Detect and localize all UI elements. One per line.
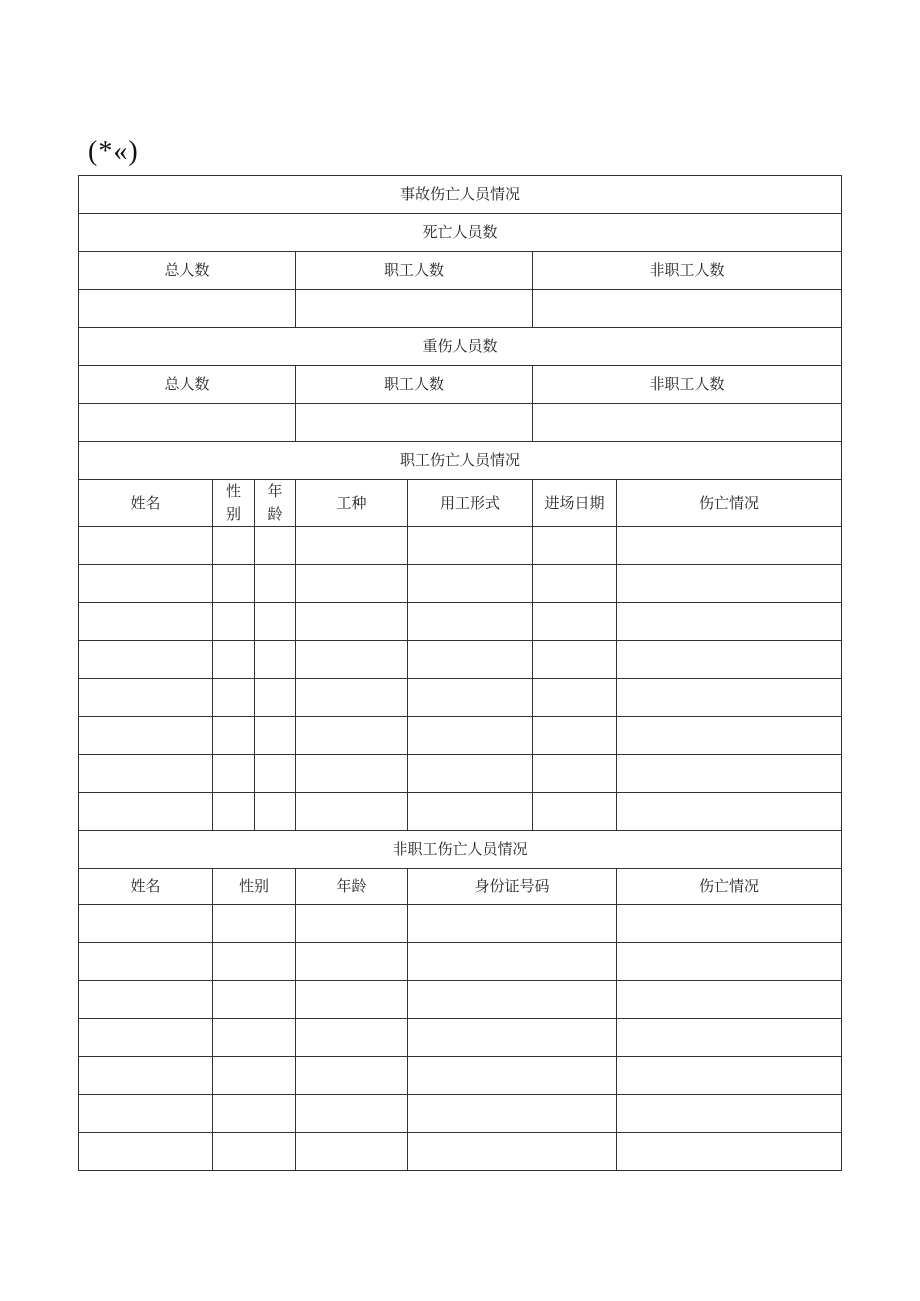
staff-cell[interactable] [408,755,533,793]
nonstaff-cell[interactable] [617,905,842,943]
staff-age-header-char-1: 年 [267,482,283,500]
staff-cell[interactable] [213,755,255,793]
nonstaff-gender-header: 性别 [213,869,296,905]
staff-cell[interactable] [79,679,213,717]
staff-row [79,717,842,755]
death-nonstaff-cell[interactable] [533,290,842,328]
staff-cell[interactable] [296,793,408,831]
nonstaff-row [79,943,842,981]
staff-cell[interactable] [255,527,296,565]
header-mark: (*«) [88,136,139,167]
staff-row [79,565,842,603]
staff-cell[interactable] [213,679,255,717]
staff-cell[interactable] [255,641,296,679]
nonstaff-row [79,981,842,1019]
nonstaff-row [79,1057,842,1095]
staff-cell[interactable] [255,679,296,717]
nonstaff-cell[interactable] [213,1057,296,1095]
staff-cell[interactable] [255,793,296,831]
nonstaff-cell[interactable] [617,1095,842,1133]
staff-row [79,527,842,565]
staff-cell[interactable] [255,603,296,641]
death-total-header: 总人数 [79,252,296,290]
nonstaff-cell[interactable] [296,943,408,981]
death-total-cell[interactable] [79,290,296,328]
nonstaff-cell[interactable] [79,905,213,943]
death-nonstaff-header: 非职工人数 [533,252,842,290]
staff-cell[interactable] [617,717,842,755]
staff-cell[interactable] [213,793,255,831]
nonstaff-cell[interactable] [408,1019,617,1057]
nonstaff-cell[interactable] [408,943,617,981]
staff-name-header: 姓名 [79,480,213,527]
nonstaff-cell[interactable] [213,1133,296,1171]
staff-cell[interactable] [296,603,408,641]
staff-gender-header-char-2: 别 [225,505,241,523]
death-section-title: 死亡人员数 [79,214,842,252]
staff-cell[interactable] [533,679,617,717]
injury-total-cell[interactable] [79,404,296,442]
staff-cell[interactable] [296,565,408,603]
staff-entry-date-header: 进场日期 [533,480,617,527]
nonstaff-casualty-header: 伤亡情况 [617,869,842,905]
staff-cell[interactable] [533,527,617,565]
casualty-form-table [78,175,842,1171]
nonstaff-cell[interactable] [617,943,842,981]
staff-cell[interactable] [617,755,842,793]
nonstaff-cell[interactable] [296,1057,408,1095]
nonstaff-row [79,1019,842,1057]
staff-cell[interactable] [296,641,408,679]
staff-cell[interactable] [213,527,255,565]
staff-row [79,793,842,831]
staff-cell[interactable] [408,603,533,641]
staff-row [79,755,842,793]
staff-cell[interactable] [255,565,296,603]
nonstaff-cell[interactable] [213,905,296,943]
nonstaff-cell[interactable] [408,1057,617,1095]
staff-cell[interactable] [408,641,533,679]
nonstaff-cell[interactable] [296,905,408,943]
staff-cell[interactable] [79,793,213,831]
nonstaff-cell[interactable] [79,1019,213,1057]
nonstaff-cell[interactable] [79,943,213,981]
nonstaff-cell[interactable] [79,981,213,1019]
staff-cell[interactable] [79,755,213,793]
staff-cell[interactable] [79,565,213,603]
staff-cell[interactable] [617,565,842,603]
nonstaff-cell[interactable] [296,1019,408,1057]
nonstaff-age-header: 年龄 [296,869,408,905]
nonstaff-cell[interactable] [408,981,617,1019]
staff-cell[interactable] [79,527,213,565]
nonstaff-row [79,1133,842,1171]
staff-gender-header-char-1: 性 [225,482,241,500]
death-staff-cell[interactable] [296,290,533,328]
nonstaff-cell[interactable] [79,1057,213,1095]
nonstaff-name-header: 姓名 [79,869,213,905]
staff-cell[interactable] [408,527,533,565]
staff-cell[interactable] [296,717,408,755]
staff-gender-header [213,480,255,527]
staff-cell[interactable] [408,793,533,831]
nonstaff-cell[interactable] [617,1057,842,1095]
staff-cell[interactable] [617,527,842,565]
staff-cell[interactable] [408,679,533,717]
staff-row [79,603,842,641]
nonstaff-cell[interactable] [296,1095,408,1133]
nonstaff-id-header: 身份证号码 [408,869,617,905]
nonstaff-cell[interactable] [213,1019,296,1057]
nonstaff-cell[interactable] [213,981,296,1019]
staff-cell[interactable] [533,603,617,641]
main-title: 事故伤亡人员情况 [79,176,842,214]
staff-cell[interactable] [617,679,842,717]
staff-cell[interactable] [296,755,408,793]
staff-cell[interactable] [255,717,296,755]
nonstaff-cell[interactable] [296,981,408,1019]
staff-cell[interactable] [213,603,255,641]
nonstaff-cell[interactable] [296,1133,408,1171]
nonstaff-cell[interactable] [408,1095,617,1133]
death-staff-header: 职工人数 [296,252,533,290]
staff-section-title: 职工伤亡人员情况 [79,442,842,480]
staff-cell[interactable] [79,603,213,641]
injury-section-title: 重伤人员数 [79,328,842,366]
staff-age-header-char-2: 龄 [267,505,283,523]
injury-staff-header: 职工人数 [296,366,533,404]
staff-cell[interactable] [533,793,617,831]
staff-employment-header: 用工形式 [408,480,533,527]
nonstaff-cell[interactable] [213,943,296,981]
staff-cell[interactable] [213,641,255,679]
nonstaff-cell[interactable] [617,1019,842,1057]
staff-job-header: 工种 [296,480,408,527]
staff-cell[interactable] [79,641,213,679]
nonstaff-cell[interactable] [408,1133,617,1171]
staff-cell[interactable] [533,717,617,755]
staff-cell[interactable] [617,793,842,831]
nonstaff-section-title: 非职工伤亡人员情况 [79,831,842,869]
staff-cell[interactable] [533,565,617,603]
injury-staff-cell[interactable] [296,404,533,442]
staff-cell[interactable] [213,717,255,755]
injury-nonstaff-header: 非职工人数 [533,366,842,404]
nonstaff-row [79,1095,842,1133]
staff-cell[interactable] [408,565,533,603]
staff-cell[interactable] [408,717,533,755]
staff-cell[interactable] [533,755,617,793]
nonstaff-cell[interactable] [617,1133,842,1171]
nonstaff-cell[interactable] [213,1095,296,1133]
nonstaff-cell[interactable] [617,981,842,1019]
staff-cell[interactable] [617,603,842,641]
staff-cell[interactable] [255,755,296,793]
nonstaff-cell[interactable] [79,1133,213,1171]
staff-cell[interactable] [213,565,255,603]
nonstaff-cell[interactable] [79,1095,213,1133]
nonstaff-row [79,905,842,943]
staff-cell[interactable] [617,641,842,679]
injury-nonstaff-cell[interactable] [533,404,842,442]
staff-row [79,641,842,679]
staff-age-header [255,480,296,527]
staff-cell[interactable] [533,641,617,679]
staff-row [79,679,842,717]
staff-casualty-header: 伤亡情况 [617,480,842,527]
staff-cell[interactable] [79,717,213,755]
staff-cell[interactable] [296,527,408,565]
nonstaff-cell[interactable] [408,905,617,943]
injury-total-header: 总人数 [79,366,296,404]
staff-cell[interactable] [296,679,408,717]
